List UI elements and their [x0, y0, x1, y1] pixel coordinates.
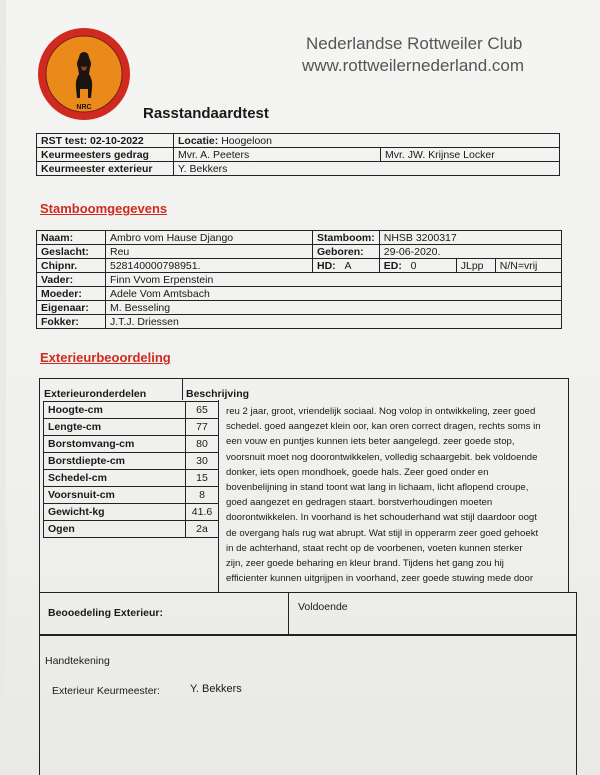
measurement-name: Ogen [44, 521, 186, 538]
ext-header-divider [182, 378, 183, 400]
jlpp-label: JLpp [456, 259, 495, 273]
moeder-label: Moeder: [37, 287, 106, 301]
naam-value: Ambro vom Hause Django [106, 231, 313, 245]
measurement-name: Lengte-cm [44, 419, 186, 436]
measurement-name: Schedel-cm [44, 470, 186, 487]
measurement-name: Voorsnuit-cm [44, 487, 186, 504]
measurement-value: 2a [186, 521, 219, 538]
measurement-row [44, 521, 219, 538]
geboren-value: 29-06-2020. [379, 245, 561, 259]
vader-value: Finn Vvom Erpenstein [106, 273, 562, 287]
measurement-row [44, 436, 219, 453]
beoordeling-label: Beooedeling Exterieur: [48, 607, 163, 619]
ext-top-border [39, 378, 569, 379]
document-page [6, 0, 600, 767]
stamboom-value: NHSB 3200317 [379, 231, 561, 245]
jlpp-value: N/N=vrij [495, 259, 561, 273]
measurement-name: Borstdiepte-cm [44, 453, 186, 470]
measurement-row [44, 487, 219, 504]
hd-label: HD: [317, 259, 336, 272]
stamboom-table [36, 230, 562, 329]
locatie-value: Hoogeloon [221, 134, 272, 147]
doc-title: Rasstandaardtest [143, 105, 269, 122]
hd-value: A [344, 259, 352, 272]
measurements-table [43, 401, 219, 538]
club-name: Nederlandse Rottweiler Club [306, 34, 523, 53]
measurement-value: 15 [186, 470, 219, 487]
ed-label: ED: [383, 259, 402, 272]
exterieur-keurmeester-label: Keurmeester exterieur [37, 162, 174, 176]
eigenaar-label: Eigenaar: [37, 301, 106, 315]
ext-left-border [39, 378, 40, 592]
measurement-value: 41.6 [186, 504, 219, 521]
measurement-value: 65 [186, 402, 219, 419]
stamboom-heading: Stamboomgegevens [40, 201, 168, 216]
measurement-row [44, 453, 219, 470]
moeder-value: Adele Vom Amtsbach [106, 287, 562, 301]
exterieur-heading: Exterieurbeoordeling [40, 350, 171, 365]
beoordeling-divider [288, 593, 289, 635]
handtekening-label: Handtekening [45, 655, 110, 667]
fokker-label: Fokker: [37, 315, 106, 329]
geslacht-label: Geslacht: [37, 245, 106, 259]
gedrag-label: Keurmeesters gedrag [37, 148, 174, 162]
test-info-table [36, 133, 560, 176]
exterieur-keurmeester-sign-name: Y. Bekkers [190, 683, 242, 695]
locatie-cell [174, 134, 560, 148]
measurement-name: Hoogte-cm [44, 402, 186, 419]
measurement-value: 77 [186, 419, 219, 436]
ed-cell [379, 259, 456, 273]
measurement-value: 8 [186, 487, 219, 504]
chipnr-value: 528140000798951. [106, 259, 313, 273]
ed-value: 0 [410, 259, 417, 272]
naam-label: Naam: [37, 231, 106, 245]
measurement-name: Gewicht-kg [44, 504, 186, 521]
eigenaar-value: M. Besseling [106, 301, 562, 315]
measurement-value: 80 [186, 436, 219, 453]
col-onderdelen-header: Exterieuronderdelen [44, 388, 147, 400]
geboren-label: Geboren: [313, 245, 380, 259]
nrc-logo-icon [36, 26, 132, 122]
measurement-row [44, 504, 219, 521]
stamboom-label: Stamboom: [313, 231, 380, 245]
gedrag-keurmeester-1: Mvr. A. Peeters [174, 148, 381, 162]
measurement-row [44, 402, 219, 419]
measurement-row [44, 419, 219, 436]
locatie-label: Locatie: [178, 134, 219, 147]
vader-label: Vader: [37, 273, 106, 287]
club-url[interactable]: www.rottweilernederland.com [302, 56, 525, 75]
exterieur-description: reu 2 jaar, groot, vriendelijk sociaal. Nog volop in ontwikkeling, zeer goed schedel. goed aangezet klein oor, kan oren correct dragen, rechts soms in een vouw en puntjes kunnen iets beter aangelegd. zeer goede stop, voorsnuit moet nog doorontwikkelen, volledig schaargebit. bek voldoende donker, iets open mondhoek, goede hals. Zeer goed onder en bovenbelijning in stand toont wat lang in lichaam, licht aflopend croupe, goed aangezet en gedragen staart. borstverhoudingen moeten doorontwikkelen. In voorhand is het schouderhand wat stijl daardoor oogt de overgang hals rug wat abrupt. Wat stijl in opperarm zeer goed gehoekt in de achterhand, staat recht op de voorbenen, voeten kunnen sterker zijn, zeer goede beharing en kleur brand. Tijdens het gang zou hij efficienter kunnen uitgrijpen in voorhand, zeer goede stuwing mede door [226, 406, 541, 585]
beoordeling-value: Voldoende [298, 601, 348, 613]
logo-nrc-text: NRC [76, 104, 92, 111]
measurement-row [44, 470, 219, 487]
exterieur-keurmeester-sign-label: Exterieur Keurmeester: [52, 685, 160, 697]
measurement-name: Borstomvang-cm [44, 436, 186, 453]
fokker-value: J.T.J. Driessen [106, 315, 562, 329]
col-beschrijving-header: Beschrijving [186, 388, 250, 400]
chipnr-label: Chipnr. [37, 259, 106, 273]
rst-test-date: RST test: 02-10-2022 [37, 134, 174, 148]
measurement-value: 30 [186, 453, 219, 470]
ext-right-border [568, 378, 569, 592]
geslacht-value: Reu [106, 245, 313, 259]
signature-box [39, 634, 577, 775]
beoordeling-box [39, 592, 577, 636]
gedrag-keurmeester-2: Mvr. JW. Krijnse Locker [381, 148, 560, 162]
exterieur-keurmeester-value: Y. Bekkers [174, 162, 560, 176]
hd-cell [313, 259, 380, 273]
